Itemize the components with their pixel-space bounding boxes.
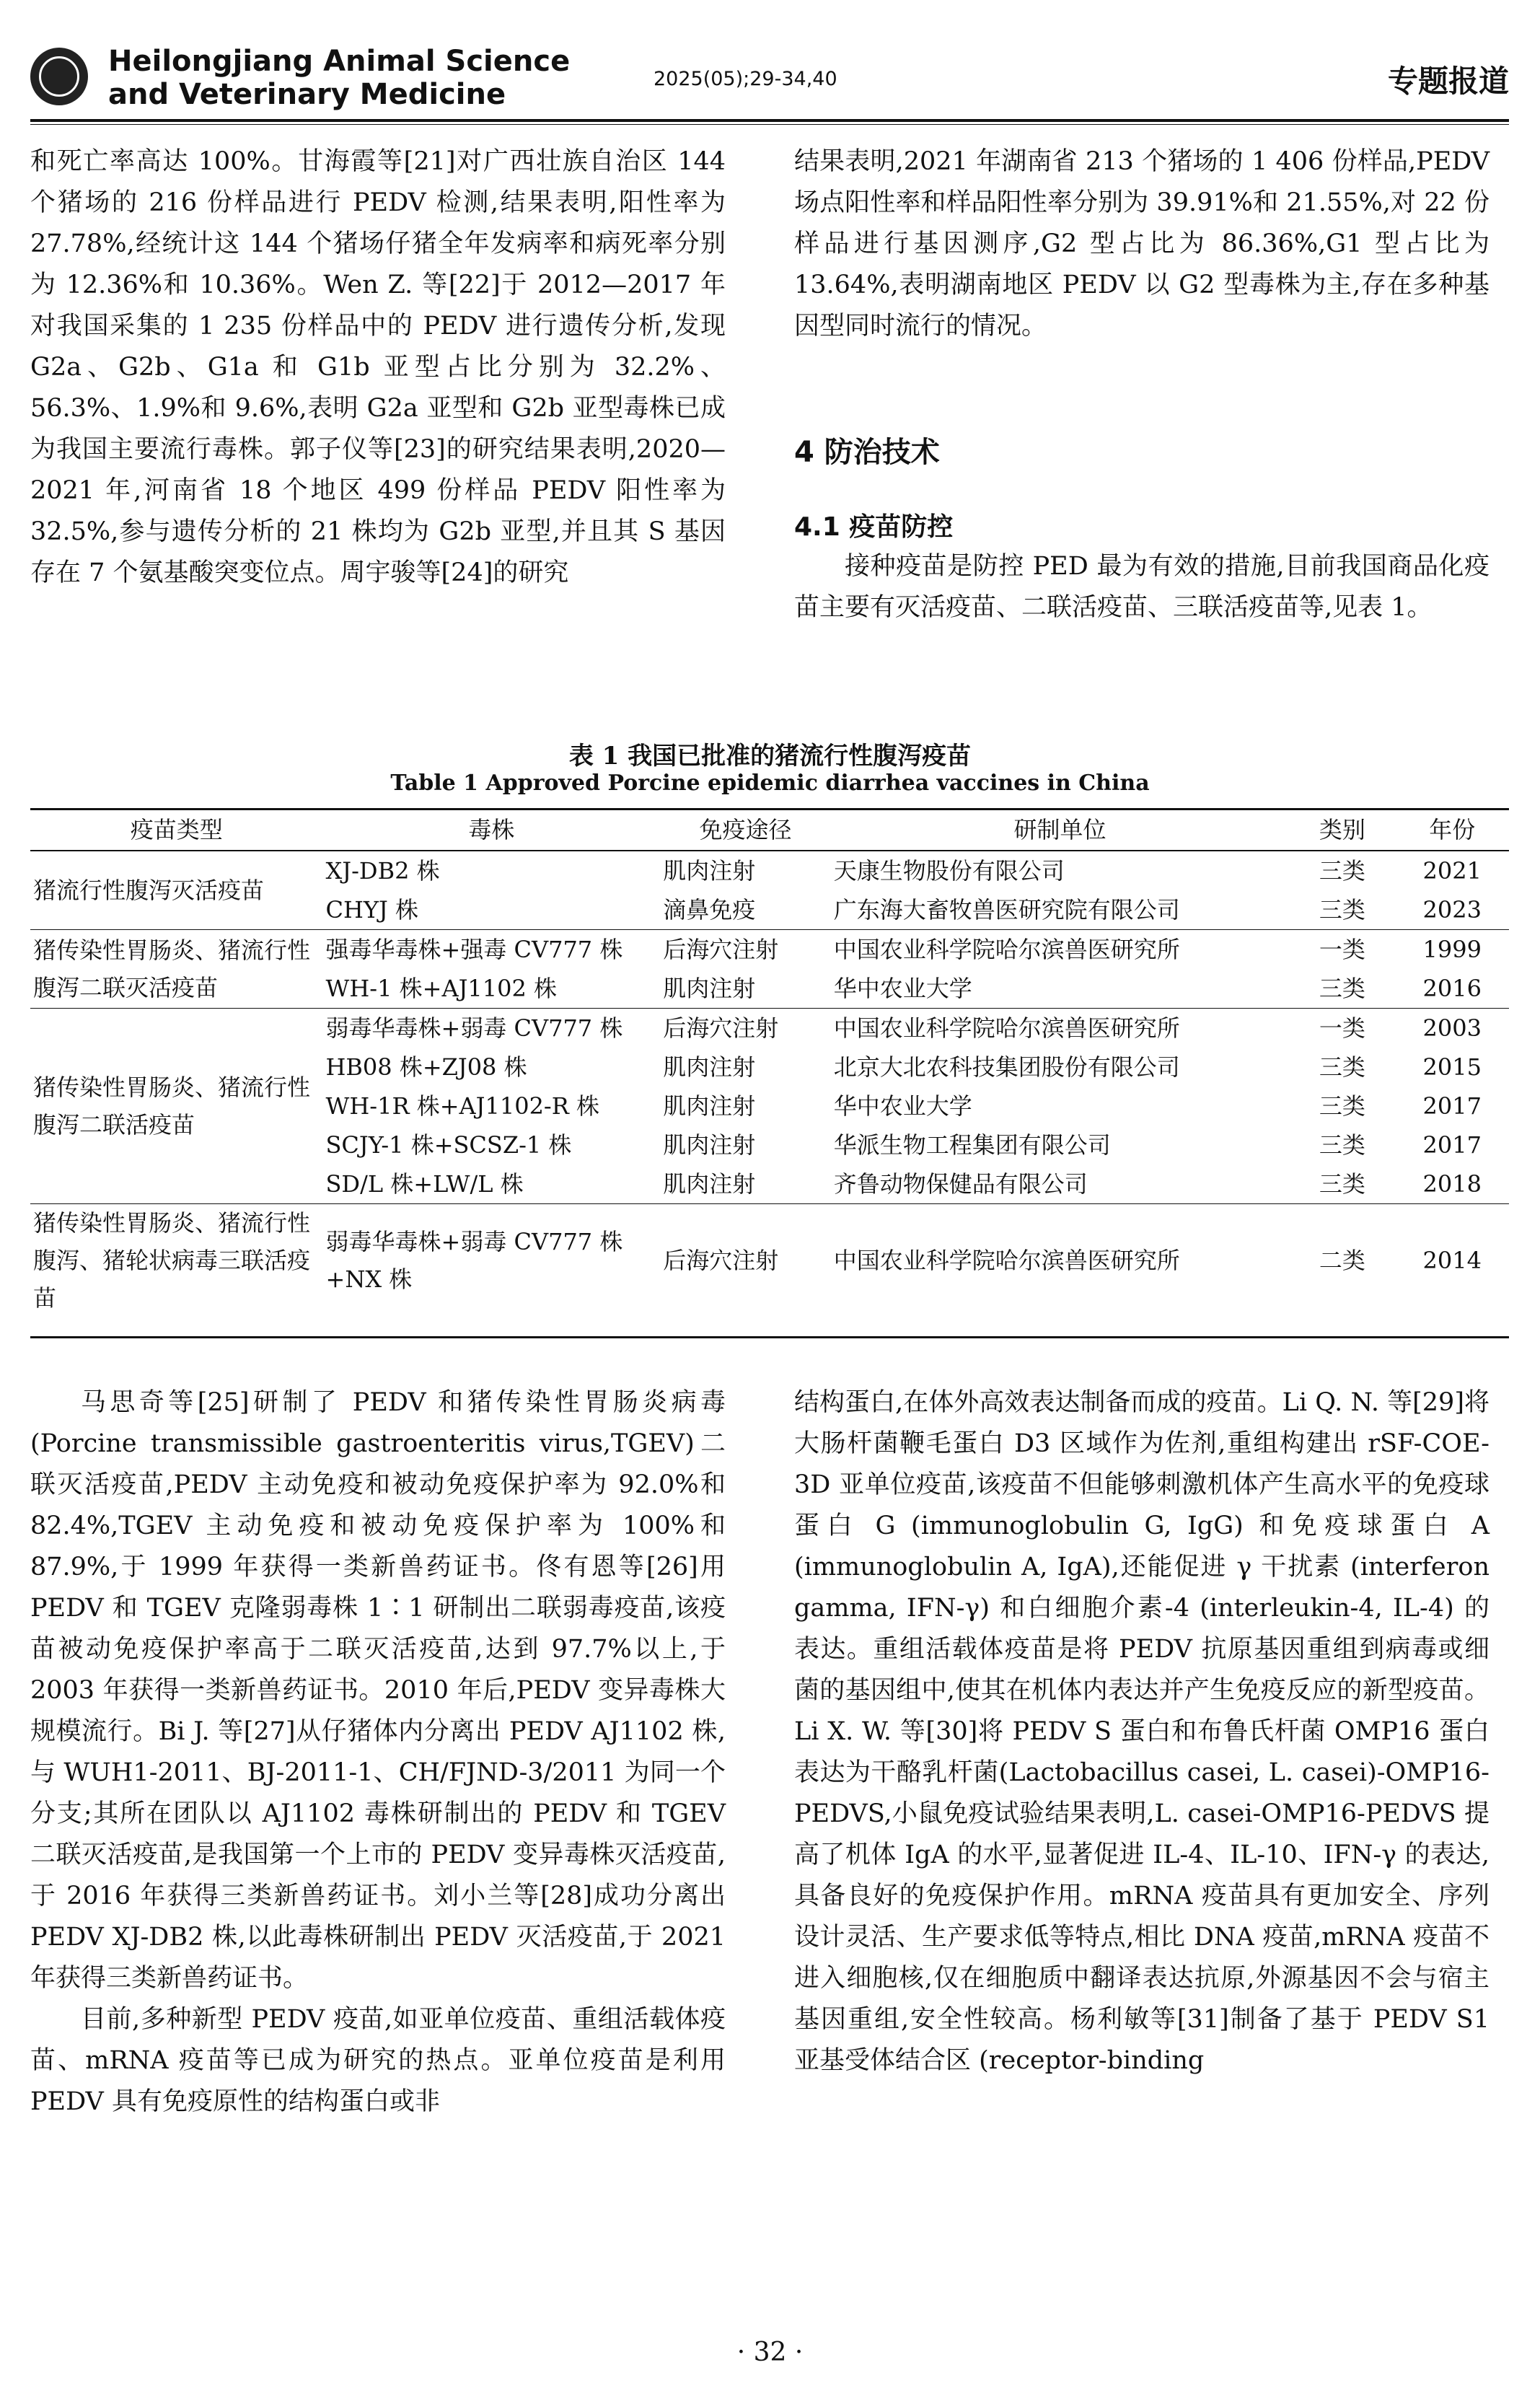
category-cell: 一类 — [1289, 930, 1395, 970]
route-cell: 肌肉注射 — [663, 1131, 756, 1159]
year-cell: 2017 — [1422, 1092, 1482, 1120]
table-caption-cn: 表 1 我国已批准的猪流行性腹泻疫苗 — [568, 742, 972, 771]
institution-cell: 中国农业科学院哈尔滨兽医研究所 — [831, 1009, 1290, 1048]
year-cell: 1999 — [1395, 930, 1509, 970]
table-row — [30, 1204, 1509, 1317]
strain-cell: 弱毒华毒株+弱毒 CV777 株 — [323, 1009, 661, 1048]
journal-title-line1: Heilongjiang Animal Science — [108, 45, 571, 78]
institution-cell: 华中农业大学 — [833, 1092, 972, 1120]
year-cell: 2016 — [1422, 975, 1482, 1002]
strain-cell: 强毒华毒株+强毒 CV777 株 — [323, 930, 661, 970]
route-cell: 滴鼻免疫 — [663, 896, 756, 924]
route-cell: 肌肉注射 — [663, 975, 756, 1002]
category-cell: 三类 — [1319, 896, 1365, 924]
body-paragraph: 和死亡率高达 100%。甘海霞等[21]对广西壮族自治区 144 个猪场的 216 份样品进行 PEDV 检测,结果表明,阳性率为 27.78%,经统计这 144 个猪场仔猪全年发病率和病死率分别为 12.36%和 10.36%。Wen Z. 等[22]于 2012—2017 年对我国采集的 1 235 份样品中的 PEDV 进行遗传分析,发现 G2a、G2b、G1a 和 G1b 亚型占比分别为 32.2%、56.3%、1.9%和 9.6%,表明 G2a 亚型和 G2b 亚型毒株已成为我国主要流行毒株。郭子仪等[23]的研究结果表明,2020—2021 年,河南省 18 个地区 499 份样品 PEDV 阳性率为 32.5%,参与遗传分析的 21 株均为 G2b 亚型,并且其 S 基因存在 7 个氨基酸突变位点。周宇骏等[24]的研究 — [30, 147, 726, 587]
subsection-heading: 4.1 疫苗防控 — [794, 512, 954, 542]
year-cell: 2018 — [1422, 1170, 1482, 1198]
category-cell: 三类 — [1319, 975, 1365, 1002]
strain-cell: WH-1R 株+AJ1102-R 株 — [325, 1092, 600, 1120]
body-paragraph: 接种疫苗是防控 PED 最为有效的措施,目前我国商品化疫苗主要有灭活疫苗、二联活疫苗、三联活疫苗等,见表 1。 — [794, 552, 1490, 622]
strain-cell: XJ-DB2 株 — [325, 857, 440, 885]
section-label: 专题报道 — [1387, 63, 1509, 99]
institution-cell: 中国农业科学院哈尔滨兽医研究所 — [831, 930, 1290, 970]
body-paragraph: 目前,多种新型 PEDV 疫苗,如亚单位疫苗、重组活载体疫苗、mRNA 疫苗等已成为研究的热点。亚单位疫苗是利用 PEDV 具有免疫原性的结构蛋白或非 — [30, 2005, 726, 2116]
strain-cell: CHYJ 株 — [325, 896, 419, 924]
strain-cell: 弱毒华毒株+弱毒 CV777 株+NX 株 — [323, 1204, 661, 1317]
category-cell: 一类 — [1289, 1009, 1395, 1048]
institution-cell: 齐鲁动物保健品有限公司 — [833, 1170, 1088, 1198]
year-cell: 2003 — [1395, 1009, 1509, 1048]
column-header: 免疫途径 — [660, 810, 831, 851]
strain-cell: HB08 株+ZJ08 株 — [325, 1053, 527, 1081]
table-row — [30, 851, 1509, 890]
column-header: 研制单位 — [831, 810, 1290, 851]
table-header-row — [30, 810, 1509, 851]
vaccine-type-cell: 猪流行性腹泻灭活疫苗 — [33, 877, 265, 904]
institution-cell: 天康生物股份有限公司 — [833, 857, 1065, 885]
vaccine-type-cell: 猪传染性胃肠炎、猪流行性腹泻二联活疫苗 — [30, 1009, 323, 1204]
journal-logo — [30, 48, 88, 105]
institution-cell: 北京大北农科技集团股份有限公司 — [833, 1053, 1180, 1081]
institution-cell: 中国农业科学院哈尔滨兽医研究所 — [831, 1204, 1290, 1317]
vaccine-table — [30, 810, 1509, 1317]
issue-info: 2025(05);29-34,40 — [654, 68, 837, 90]
page-number: · 32 · — [736, 2338, 804, 2367]
table-row — [30, 1009, 1509, 1048]
column-header: 毒株 — [323, 810, 661, 851]
table-bottom-rule — [30, 1336, 1509, 1338]
strain-cell: SD/L 株+LW/L 株 — [325, 1170, 524, 1198]
header-rule — [30, 119, 1509, 122]
year-cell: 2023 — [1422, 896, 1482, 924]
route-cell: 后海穴注射 — [660, 1204, 831, 1317]
category-cell: 三类 — [1319, 1170, 1365, 1198]
section-heading: 4 防治技术 — [794, 436, 940, 469]
route-cell: 后海穴注射 — [660, 930, 831, 970]
journal-title-line2: and Veterinary Medicine — [108, 78, 506, 111]
right-column-top — [794, 141, 1490, 347]
page-header — [30, 42, 1509, 114]
category-cell: 三类 — [1319, 1053, 1365, 1081]
body-paragraph: 结构蛋白,在体外高效表达制备而成的疫苗。Li Q. N. 等[29]将大肠杆菌鞭毛蛋白 D3 区域作为佐剂,重组构建出 rSF-COE-3D 亚单位疫苗,该疫苗不但能够刺激机体产生高水平的免疫球蛋白 G (immunoglobulin G, IgG) 和免疫球蛋白 A (immunoglobulin A, IgA),还能促进 γ 干扰素 (interferon gamma, IFN-γ) 和白细胞介素-4 (interleukin-4, IL-4) 的表达。重组活载体疫苗是将 PEDV 抗原基因重组到病毒或细菌的基因组中,使其在机体内表达并产生免疫反应的新型疫苗。Li X. W. 等[30]将 PEDV S 蛋白和布鲁氏杆菌 OMP16 蛋白表达为干酪乳杆菌(Lactobacillus casei, L. casei)-OMP16-PEDVS,小鼠免疫试验结果表明,L. casei-OMP16-PEDVS 提高了机体 IgA 的水平,显著促进 IL-4、IL-10、IFN-γ 的表达,具备良好的免疫保护作用。mRNA 疫苗具有更加安全、序列设计灵活、生产要求低等特点,相比 DNA 疫苗,mRNA 疫苗不进入细胞核,仅在细胞质中翻译表达抗原,外源基因不会与宿主基因重组,安全性较高。杨利敏等[31]制备了基于 PEDV S1 亚基受体结合区 (receptor-binding — [794, 1388, 1490, 2075]
right-column-bottom — [794, 1382, 1490, 2081]
right-column-intro — [794, 546, 1490, 628]
column-header: 类别 — [1289, 810, 1395, 851]
vaccine-type-cell: 猪传染性胃肠炎、猪流行性腹泻、猪轮状病毒三联活疫苗 — [30, 1204, 323, 1317]
category-cell: 三类 — [1319, 1131, 1365, 1159]
body-paragraph: 结果表明,2021 年湖南省 213 个猪场的 1 406 份样品,PEDV 场点阳性率和样品阳性率分别为 39.91%和 21.55%,对 22 份样品进行基因测序,G2 型占比为 86.36%,G1 型占比为 13.64%,表明湖南地区 PEDV 以 G2 型毒株为主,存在多种基因型同时流行的情况。 — [794, 147, 1490, 341]
body-paragraph: 马思奇等[25]研制了 PEDV 和猪传染性胃肠炎病毒(Porcine transmissible gastroenteritis virus,TGEV)二联灭活疫苗,PEDV 主动免疫和被动免疫保护率为 92.0%和 82.4%,TGEV 主动免疫和被动免疫保护率为 100%和 87.9%,于 1999 年获得一类新兽药证书。佟有恩等[26]用 PEDV 和 TGEV 克隆弱毒株 1∶1 研制出二联弱毒疫苗,该疫苗被动免疫保护率高于二联灭活疫苗,达到 97.7%以上,于 2003 年获得一类新兽药证书。2010 年后,PEDV 变异毒株大规模流行。Bi J. 等[27]从仔猪体内分离出 PEDV AJ1102 株,与 WUH1-2011、BJ-2011-1、CH/FJND-3/2011 为同一个分支;其所在团队以 AJ1102 毒株研制出的 PEDV 和 TGEV 二联灭活疫苗,是我国第一个上市的 PEDV 变异毒株灭活疫苗,于 2016 年获得三类新兽药证书。刘小兰等[28]成功分离出 PEDV XJ-DB2 株,以此毒株研制出 PEDV 灭活疫苗,于 2021 年获得三类新兽药证书。 — [30, 1388, 726, 1993]
institution-cell: 广东海大畜牧兽医研究院有限公司 — [833, 896, 1180, 924]
column-header: 疫苗类型 — [30, 810, 323, 851]
route-cell: 肌肉注射 — [663, 857, 756, 885]
column-header: 年份 — [1395, 810, 1509, 851]
journal-title — [108, 45, 570, 111]
table-row — [30, 930, 1509, 970]
year-cell: 2017 — [1422, 1131, 1482, 1159]
table-caption-en: Table 1 Approved Porcine epidemic diarrhea vaccines in China — [390, 771, 1150, 796]
route-cell: 肌肉注射 — [663, 1170, 756, 1198]
route-cell: 后海穴注射 — [660, 1009, 831, 1048]
category-cell: 二类 — [1289, 1204, 1395, 1317]
year-cell: 2015 — [1422, 1053, 1482, 1081]
strain-cell: WH-1 株+AJ1102 株 — [325, 975, 558, 1002]
institution-cell: 华派生物工程集团有限公司 — [833, 1131, 1111, 1159]
left-column-top — [30, 141, 726, 594]
left-column-bottom — [30, 1382, 726, 2123]
year-cell: 2021 — [1422, 857, 1482, 885]
header-rule-thin — [30, 124, 1509, 125]
strain-cell: SCJY-1 株+SCSZ-1 株 — [325, 1131, 572, 1159]
category-cell: 三类 — [1319, 857, 1365, 885]
route-cell: 肌肉注射 — [663, 1053, 756, 1081]
vaccine-type-cell: 猪传染性胃肠炎、猪流行性腹泻二联灭活疫苗 — [30, 930, 323, 1009]
category-cell: 三类 — [1319, 1092, 1365, 1120]
year-cell: 2014 — [1395, 1204, 1509, 1317]
institution-cell: 华中农业大学 — [833, 975, 972, 1002]
route-cell: 肌肉注射 — [663, 1092, 756, 1120]
